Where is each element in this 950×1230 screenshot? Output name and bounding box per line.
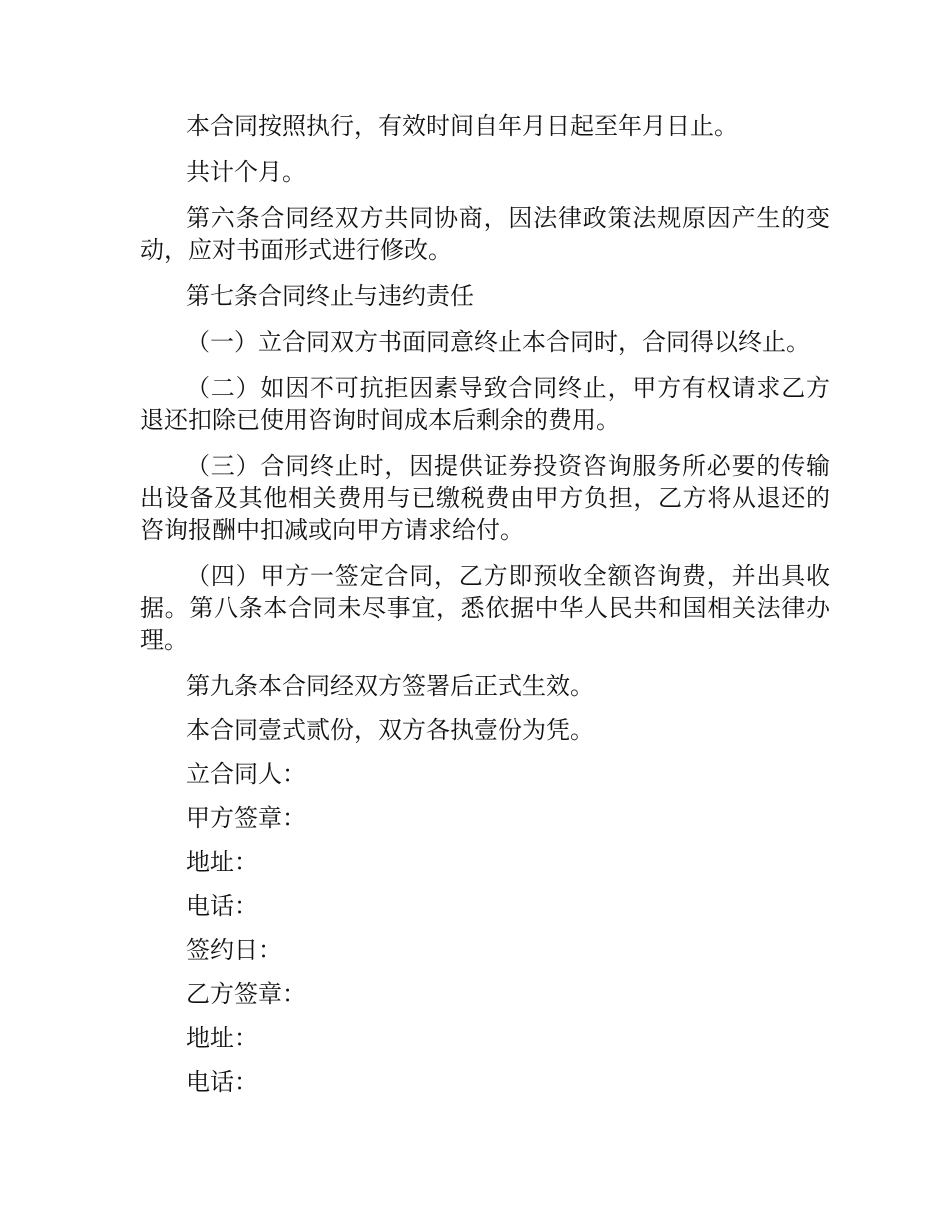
termination-clause-3: （三）合同终止时，因提供证券投资咨询服务所必要的传输出设备及其他相关费用与已缴税费由甲方负担，乙方将从退还的咨询报酬中扣减或向甲方请求给付。 (140, 452, 830, 544)
party-a-address-label: 地址： (186, 848, 258, 876)
termination-clause-4: （四）甲方一签定合同，乙方即预收全额咨询费，并出具收据。第八条本合同未尽事宜，悉依据中华人民共和国相关法律办理。 (140, 562, 830, 654)
party-b-address-label: 地址： (186, 1024, 258, 1052)
contract-duration-paragraph: 共计个月。 (186, 158, 306, 186)
party-a-signature-label: 甲方签章： (186, 804, 306, 832)
copies-paragraph: 本合同壹式贰份，双方各执壹份为凭。 (186, 716, 594, 744)
contract-term-paragraph: 本合同按照执行，有效时间自年月日起至年月日止。 (186, 112, 738, 140)
article-9-paragraph: 第九条本合同经双方签署后正式生效。 (186, 672, 594, 700)
signing-date-label: 签约日： (186, 936, 282, 964)
article-7-heading: 第七条合同终止与违约责任 (186, 282, 474, 310)
parties-label: 立合同人： (186, 760, 306, 788)
party-a-phone-label: 电话： (186, 892, 258, 920)
party-b-phone-label: 电话： (186, 1068, 258, 1096)
document-page (140, 110, 830, 1098)
termination-clause-1: （一）立合同双方书面同意终止本合同时，合同得以终止。 (186, 328, 810, 356)
article-6-paragraph: 第六条合同经双方共同协商，因法律政策法规原因产生的变动，应对书面形式进行修改。 (140, 204, 830, 264)
termination-clause-2: （二）如因不可抗拒因素导致合同终止，甲方有权请求乙方退还扣除已使用咨询时间成本后剩余的费用。 (140, 374, 830, 434)
party-b-signature-label: 乙方签章： (186, 980, 306, 1008)
